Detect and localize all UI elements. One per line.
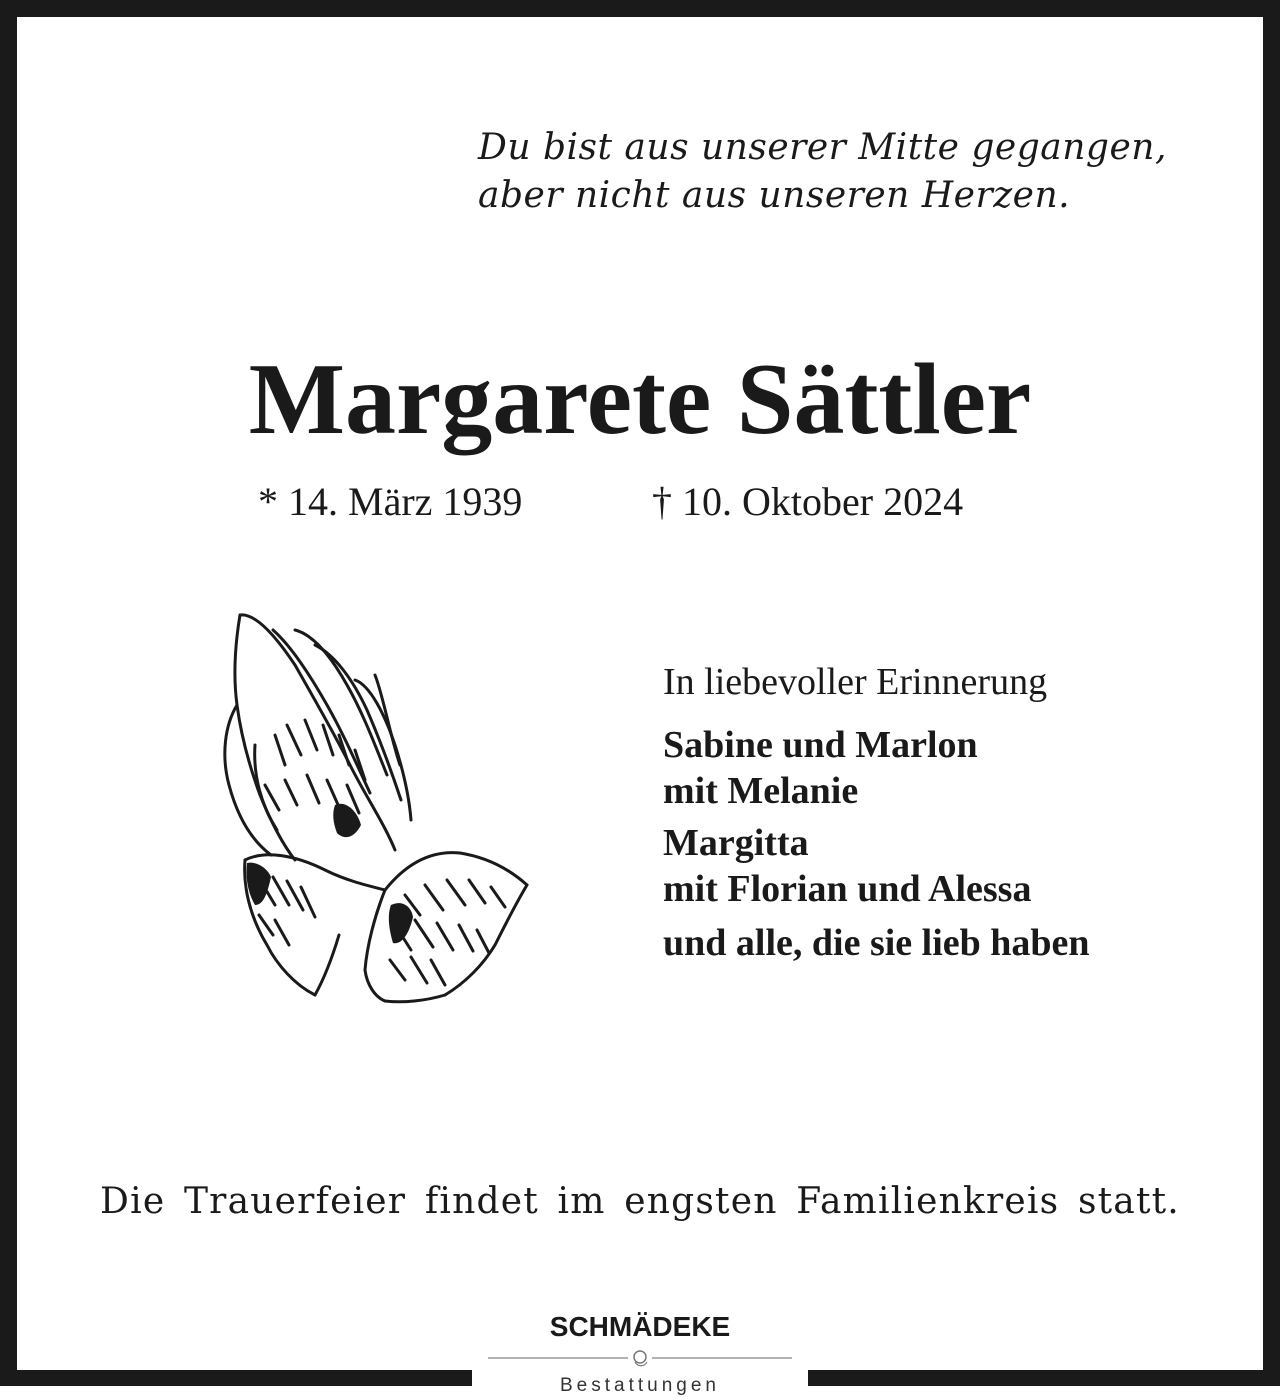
family-group-3 [663,920,1090,966]
quote-line-2: aber nicht aus unseren Herzen. [478,175,1071,216]
deceased-name: Margarete Sättler [248,343,1032,456]
family-group-1 [663,722,1090,814]
memory-intro: In liebevoller Erinnerung [663,661,1048,703]
undertaker-logo-ornament [488,1348,792,1368]
family-line: Sabine und Marlon [663,724,978,766]
death-date: † 10. Oktober 2024 [652,479,964,524]
undertaker-logo-subtitle: Bestattungen [560,1375,720,1396]
family-line: Margitta [663,822,809,864]
memory-block [663,658,1090,966]
frame-top-border [0,0,1280,17]
family-line: und alle, die sie lieb haben [663,922,1090,964]
praying-hands-icon [215,605,535,1005]
family-line: mit Florian und Alessa [663,868,1032,910]
memorial-quote [478,124,1167,220]
family-line: mit Melanie [663,770,859,812]
birth-date: * 14. März 1939 [258,479,523,524]
undertaker-logo-name: SCHMÄDEKE [549,1311,731,1342]
family-group-2 [663,820,1090,912]
quote-line-1: Du bist aus unserer Mitte gegangen, [478,127,1167,168]
funeral-note: Die Trauerfeier findet im engsten Familienkreis statt. [100,1181,1180,1222]
